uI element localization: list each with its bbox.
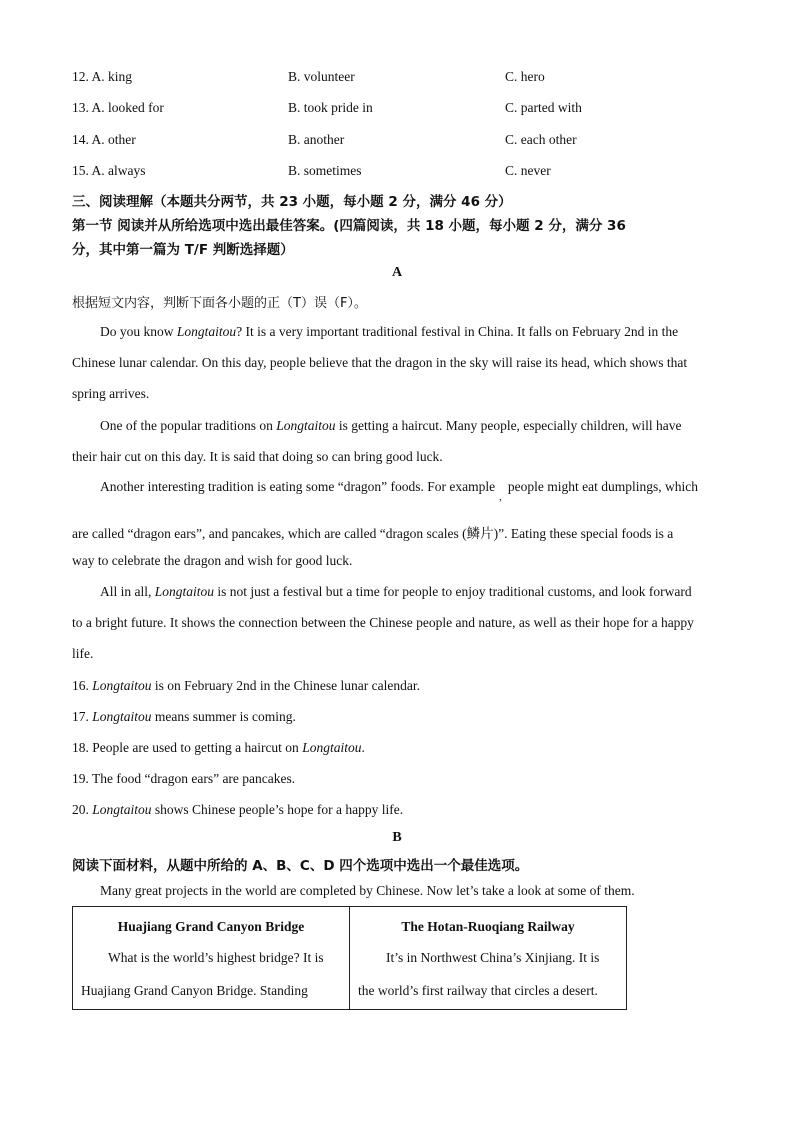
paragraph-2-line-2: their hair cut on this day. It is said that doing so can bring good luck.: [72, 449, 443, 464]
paragraph-1-line-3: spring arrives.: [72, 386, 150, 401]
paragraph-3-line-3: way to celebrate the dragon and wish for good luck.: [72, 553, 353, 568]
option-b: B. took pride in: [288, 100, 373, 115]
option-a: 15. A. always: [72, 163, 146, 178]
option-b: B. sometimes: [288, 163, 362, 178]
comma: ,: [499, 491, 502, 503]
table-cell-railway: [350, 907, 626, 1011]
option-a: 13. A. looked for: [72, 100, 164, 115]
cell-text-line-1: What is the world’s highest bridge? It is: [108, 950, 324, 965]
text: is not just a festival but a time for people to enjoy traditional customs, and look forward: [214, 584, 692, 599]
text: shows Chinese people’s hope for a happy life.: [151, 802, 404, 817]
section-title: 三、阅读理解（本题共分两节，共 23 小题，每小题 2 分，满分 46 分）: [72, 194, 512, 210]
paragraph-2-line-1: [100, 418, 682, 434]
text: Another interesting tradition is eating some “dragon” foods. For example: [100, 479, 496, 494]
passage-b-label: B: [392, 830, 402, 845]
cell-text-line-2: the world’s first railway that circles a desert.: [358, 983, 598, 998]
cell-title: The Hotan-Ruoqiang Railway: [401, 919, 575, 934]
option-c: C. parted with: [505, 100, 582, 115]
paragraph-1-line-1: [100, 324, 678, 340]
paragraph-1-line-2: Chinese lunar calendar. On this day, people believe that the dragon in the sky will raise its head, which shows that: [72, 355, 688, 370]
projects-table: [72, 906, 627, 1010]
option-b: B. another: [288, 132, 345, 147]
text: Do you know: [100, 324, 177, 339]
cell-title: Huajiang Grand Canyon Bridge: [117, 919, 305, 934]
term-longtaitou: Longtaitou: [92, 709, 152, 724]
text: people might eat dumplings, which: [507, 479, 699, 494]
paragraph-4-line-2: to a bright future. It shows the connection between the Chinese people and nature, as well as their hope for a happy: [72, 615, 694, 630]
term-longtaitou: Longtaitou: [176, 324, 237, 339]
text: 16.: [72, 678, 93, 693]
table-cell-bridge: [73, 907, 349, 1011]
text: ? It is a very important traditional festival in China. It falls on February 2nd in the: [236, 324, 679, 339]
cell-text-line-2: Huajiang Grand Canyon Bridge. Standing: [81, 983, 308, 998]
passage-b-instruction: 阅读下面材料，从题中所给的 A、B、C、D 四个选项中选出一个最佳选项。: [72, 858, 529, 874]
part1-instruction-line2: 分，其中第一篇为 T/F 判断选择题）: [72, 242, 294, 258]
term-longtaitou: Longtaitou: [302, 740, 362, 755]
passage-a-instruction: 根据短文内容，判断下面各小题的正（T）误（F）。: [72, 296, 367, 311]
text: is on February 2nd in the Chinese lunar calendar.: [151, 678, 420, 693]
option-a: 12. A. king: [72, 69, 133, 84]
term-longtaitou: Longtaitou: [276, 418, 336, 433]
term-longtaitou: Longtaitou: [92, 678, 152, 693]
passage-a-label: A: [391, 265, 403, 280]
text: 17.: [72, 709, 93, 724]
text: means summer is coming.: [151, 709, 296, 724]
question-17: [72, 709, 296, 725]
term-longtaitou: Longtaitou: [92, 802, 152, 817]
option-row-12: [72, 69, 722, 89]
part1-instruction-line1: 第一节 阅读并从所给选项中选出最佳答案。(四篇阅读，共 18 小题，每小题 2 分，满分 36: [72, 218, 626, 234]
option-row-13: [72, 100, 722, 120]
text: 18. People are used to getting a haircut on: [72, 740, 303, 755]
question-16: [72, 678, 420, 694]
cell-text-line-1: It’s in Northwest China’s Xinjiang. It is: [386, 950, 600, 965]
paragraph-3-line-2: are called “dragon ears”, and pancakes, which are called “dragon scales (鳞片)”. Eating these special foods is a: [72, 526, 674, 541]
option-c: C. hero: [505, 69, 545, 84]
text: 20.: [72, 802, 93, 817]
option-c: C. each other: [505, 132, 577, 147]
text: All in all,: [100, 584, 155, 599]
option-c: C. never: [505, 163, 551, 178]
question-18: [72, 740, 365, 756]
question-19: 19. The food “dragon ears” are pancakes.: [72, 771, 296, 786]
passage-b-intro: Many great projects in the world are completed by Chinese. Now let’s take a look at some of them.: [100, 883, 635, 898]
option-row-15: [72, 163, 722, 183]
text: One of the popular traditions on: [100, 418, 277, 433]
paragraph-4-line-3: life.: [72, 646, 94, 661]
paragraph-3-line-1: [100, 479, 699, 503]
option-row-14: [72, 132, 722, 152]
term-longtaitou: Longtaitou: [154, 584, 215, 599]
paragraph-4-line-1: [100, 584, 692, 600]
option-a: 14. A. other: [72, 132, 136, 147]
text: .: [361, 740, 365, 755]
option-b: B. volunteer: [288, 69, 355, 84]
text: is getting a haircut. Many people, especially children, will have: [335, 418, 682, 433]
question-20: [72, 802, 403, 818]
